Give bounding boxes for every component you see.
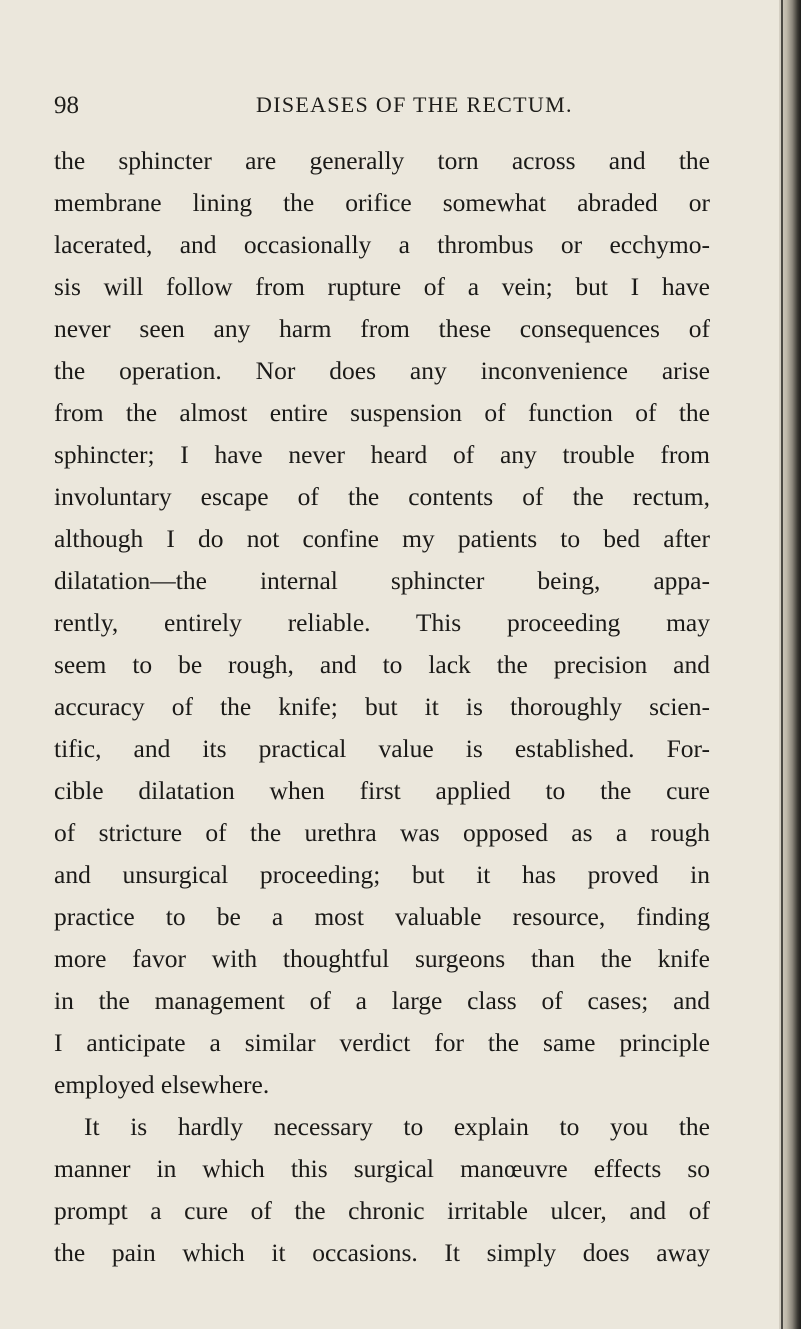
text-line: sphincter; I have never heard of any trouble from bbox=[54, 440, 710, 469]
page-edge-line bbox=[781, 0, 783, 1329]
text-line: the pain which it occasions. It simply does away bbox=[54, 1238, 710, 1267]
text-line: the operation. Nor does any inconvenience arise bbox=[54, 356, 710, 385]
text-line: more favor with thoughtful surgeons than the knife bbox=[54, 944, 710, 973]
text-line: membrane lining the orifice somewhat abraded or bbox=[54, 188, 710, 217]
text-line: cible dilatation when first applied to the cure bbox=[54, 776, 710, 805]
text-line: seem to be rough, and to lack the precision and bbox=[54, 650, 710, 679]
text-line: in the management of a large class of cases; and bbox=[54, 986, 710, 1015]
running-head: DISEASES OF THE RECTUM. bbox=[256, 92, 573, 117]
text-line: involuntary escape of the contents of the rectum, bbox=[54, 482, 710, 511]
text-line: rently, entirely reliable. This proceeding may bbox=[54, 608, 710, 637]
text-line: although I do not confine my patients to bed after bbox=[54, 524, 710, 553]
text-line: tific, and its practical value is established. For- bbox=[54, 734, 710, 763]
text-line: the sphincter are generally torn across and the bbox=[54, 146, 710, 175]
text-line: lacerated, and occasionally a thrombus or ecchymo- bbox=[54, 230, 710, 259]
text-line: manner in which this surgical manœuvre effects so bbox=[54, 1154, 710, 1183]
text-line: dilatation—the internal sphincter being, appa- bbox=[54, 566, 710, 595]
text-line: from the almost entire suspension of function of the bbox=[54, 398, 710, 427]
text-line: accuracy of the knife; but it is thoroughly scien- bbox=[54, 692, 710, 721]
text-line: never seen any harm from these consequences of bbox=[54, 314, 710, 343]
page-number: 98 bbox=[54, 92, 79, 119]
text-line: It is hardly necessary to explain to you the bbox=[84, 1112, 710, 1141]
text-line: I anticipate a similar verdict for the same principle bbox=[54, 1028, 710, 1057]
text-line: employed elsewhere. bbox=[54, 1070, 270, 1099]
text-line: and unsurgical proceeding; but it has proved in bbox=[54, 860, 710, 889]
text-line: practice to be a most valuable resource, finding bbox=[54, 902, 710, 931]
text-line: sis will follow from rupture of a vein; but I have bbox=[54, 272, 710, 301]
page-header bbox=[54, 92, 754, 126]
text-line: prompt a cure of the chronic irritable ulcer, and of bbox=[54, 1196, 710, 1225]
text-line: of stricture of the urethra was opposed as a rough bbox=[54, 818, 710, 847]
